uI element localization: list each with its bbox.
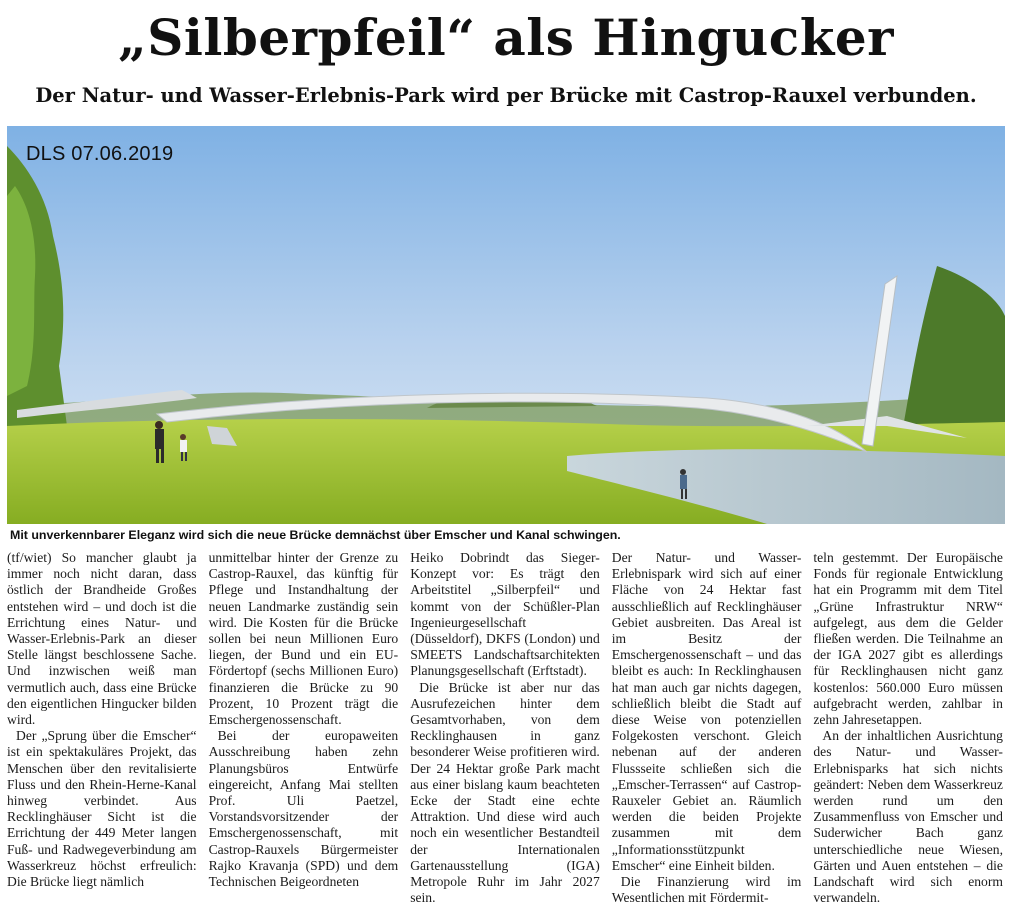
paragraph: Der Natur- und Wasser-Erlebnispark wird sich auf einer Fläche von 24 Hektar fast ausschließlich auf Recklinghäuser Gebiet ausbreiten. Das Areal ist im Besitz der Emschergenossenschaft – und das bleibt es auch: In Recklinghausen hat man auch gar nichts dagegen, schließlich bleibt die Stadt auf diese Weise von potenziellen Folgekosten verschont. Gleich nebenan auf der anderen Flussseite schließen sich die „Emscher-Terrassen“ auf Castrop-Rauxeler Gebiet an. Räumlich werden die beiden Projekte zusammen mit dem „Informationsstützpunkt Emscher“ eine Einheit bilden.: [611, 550, 802, 873]
subheadline: Der Natur- und Wasser-Erlebnis-Park wird per Brücke mit Castrop-Rauxel verbunden.: [35, 84, 977, 107]
date-stamp: DLS 07.06.2019: [26, 143, 174, 165]
paragraph: Die Brücke ist aber nur das Ausrufezeichen hinter dem Gesamtvorhaben, von dem Recklinghausen in ganz besonderer Weise profitieren wird. Der 24 Hektar große Park macht aus einer bislang kaum beachteten Ecke der Stadt eine echte Attraktion. Und diese wird auch noch ein wesentlicher Bestandteil der Internationalen Gartenausstellung (IGA) Metropole Ruhr im Jahr 2027 sein.: [410, 679, 600, 906]
bridge-photo: [7, 126, 1005, 524]
paragraph: Der „Sprung über die Emscher“ ist ein spektakuläres Projekt, das Menschen über den revitalisierte Fluss und den Rhein-Herne-Kanal hinweg verbindet. Aus Recklinghäuser Sicht ist die Errichtung der 449 Meter langen Fuß- und Radwegeverbindung am Wasserkreuz höchst erfreulich: Die Brücke liegt nämlich: [7, 728, 197, 890]
bridge-illustration: [7, 126, 1005, 524]
column-4: [611, 550, 802, 906]
paragraph: Heiko Dobrindt das Sieger-Konzept vor: Es trägt den Arbeitstitel „Silberpfeil“ und kommt von der Schüßler-Plan Ingenieurgesellschaft (Düsseldorf), DKFS (London) und SMEETS Landschaftsarchitekten Planungsgesellschaft (Erftstadt).: [410, 550, 600, 679]
paragraph: teln gestemmt. Der Europäische Fonds für regionale Entwicklung hat ein Programm mit dem Titel „Grüne Infrastruktur NRW“ aufgelegt, aus dem die Gelder fließen werden. Die Teilnahme an der IGA 2027 gibt es allerdings für Recklinghausen nicht ganz kostenlos: 560.000 Euro müssen aufgebracht werden, zahlbar in zehn Jahresetappen.: [813, 550, 1003, 728]
column-1: [7, 550, 197, 894]
headline: „Silberpfeil“ als Hingucker: [118, 8, 894, 67]
paragraph: Bei der europaweiten Ausschreibung haben zehn Planungsbüros Entwürfe eingereicht, Anfang Mai stellten Prof. Uli Paetzel, Vorstandsvorsitzender der Emschergenossenschaft, mit Castrop-Rauxels Bürgermeister Rajko Kravanja (SPD) und dem Technischen Beigeordneten: [208, 728, 399, 890]
article-body: [7, 550, 1003, 906]
photo-caption: Mit unverkennbarer Eleganz wird sich die neue Brücke demnächst über Emscher und Kanal schwingen.: [10, 528, 621, 542]
paragraph: unmittelbar hinter der Grenze zu Castrop-Rauxel, das künftig für Pflege und Instandhaltung der neuen Landmarke zuständig sein wird. Die Kosten für die Brücke sollen bei neun Millionen Euro liegen, der Bund und ein EU-Fördertopf (sechs Millionen Euro) finanzieren die Brücke zu 90 Prozent, 10 Prozent trägt die Emschergenossenschaft.: [208, 550, 399, 728]
column-3: [410, 550, 600, 906]
column-5: [813, 550, 1003, 906]
paragraph: An der inhaltlichen Ausrichtung des Natur- und Wasser-Erlebnisparks hat sich nichts geändert: Neben dem Wasserkreuz werden rund um den Zusammenfluss von Emscher und Suderwicher Bach ganz unterschiedliche neue Wiesen, Gärten und Auen entstehen – die Landschaft wird sich enorm verwandeln.: [813, 728, 1003, 906]
column-2: [209, 550, 399, 894]
paragraph: (tf/wiet) So mancher glaubt ja immer noch nicht daran, dass östlich der Brandheide Großes entstehen wird – und doch ist die Errichtung eines Natur- und Wasser-Erlebnis-Park an dieser Stelle längst beschlossene Sache. Und inzwischen weiß man vermutlich auch, dass eine Brücke den eigentlichen Hingucker bilden wird.: [7, 550, 197, 728]
paragraph: Die Finanzierung wird im Wesentlichen mit Fördermit-: [611, 874, 802, 906]
